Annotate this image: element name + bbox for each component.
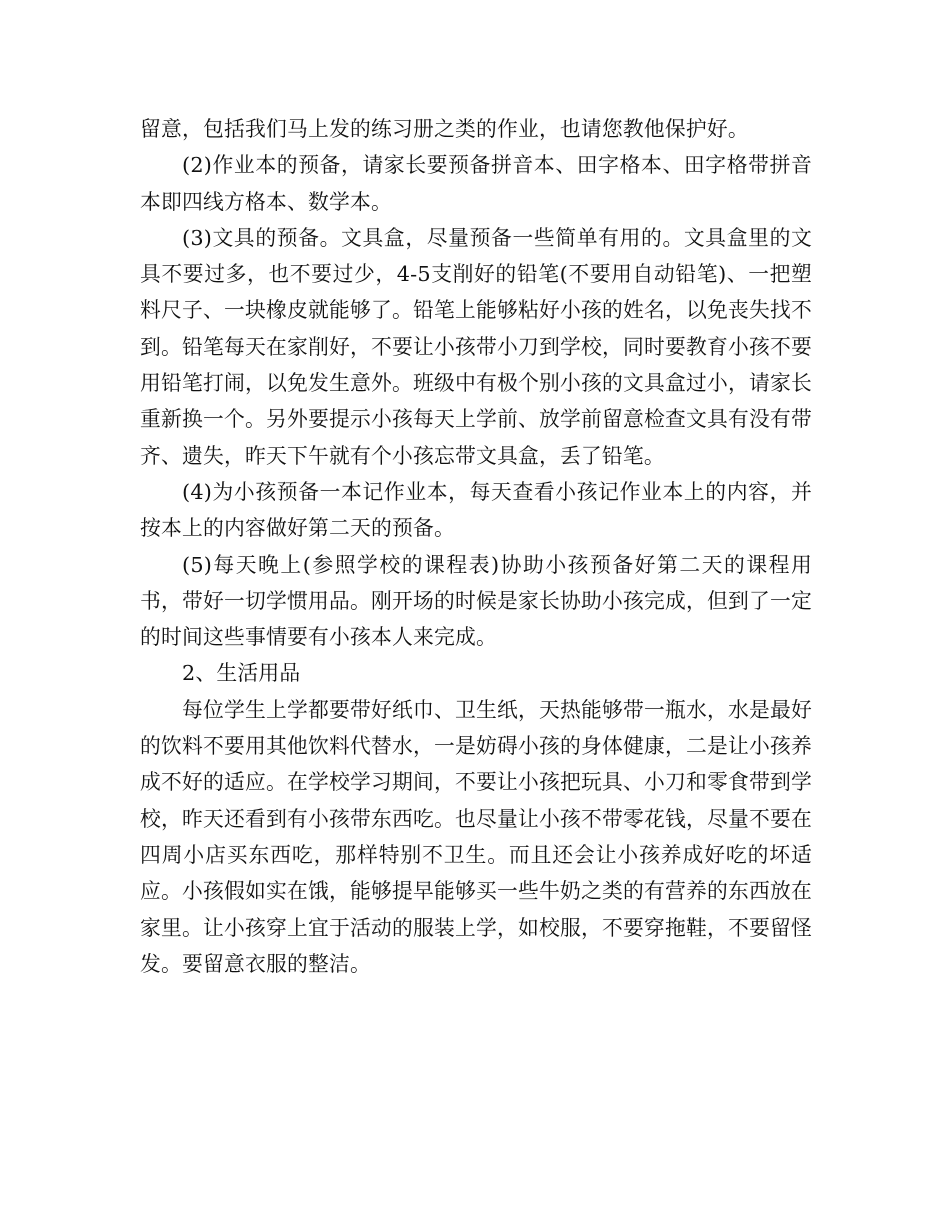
paragraph-7: 每位学生上学都要带好纸巾、卫生纸，天热能够带一瓶水，水是最好的饮料不要用其他饮料代替水，一是妨碍小孩的身体健康，二是让小孩养成不好的适应。在学校学习期间，不要让小孩把玩具、小刀和零食带到学校，昨天还看到有小孩带东西吃。也尽量让小孩不带零花钱，尽量不要在四周小店买东西吃，那样特别不卫生。而且还会让小孩养成好吃的坏适应。小孩假如实在饿，能够提早能够买一些牛奶之类的有营养的东西放在家里。让小孩穿上宜于活动的服装上学，如校服，不要穿拖鞋，不要留怪发。要留意衣服的整洁。 — [140, 697, 812, 976]
paragraph-3: (3)文具的预备。文具盒，尽量预备一些简单有用的。文具盒里的文具不要过多，也不要过少，4-5支削好的铅笔(不要用自动铅笔)、一把塑料尺子、一块橡皮就能够了。铅笔上能够粘好小孩的姓名，以免丧失找不到。铅笔每天在家削好，不要让小孩带小刀到学校，同时要教育小孩不要用铅笔打闹，以免发生意外。班级中有极个别小孩的文具盒过小，请家长重新换一个。另外要提示小孩每天上学前、放学前留意检查文具有没有带齐、遗失，昨天下午就有个小孩忘带文具盒，丢了铅笔。 — [140, 225, 812, 468]
section-heading-daily-items: 2、生活用品 — [182, 661, 301, 686]
paragraph-1: 留意，包括我们马上发的练习册之类的作业，也请您教他保护好。 — [140, 117, 749, 141]
paragraph-4: (4)为小孩预备一本记作业本，每天查看小孩记作业本上的内容，并按本上的内容做好第二天的预备。 — [140, 479, 812, 541]
paragraph-5: (5)每天晚上(参照学校的课程表)协助小孩预备好第二天的课程用书，带好一切学惯用品。刚开场的时候是家长协助小孩完成，但到了一定的时间这些事情要有小孩本人来完成。 — [140, 552, 812, 650]
paragraph-2: (2)作业本的预备，请家长要预备拼音本、田字格本、田字格带拼音本即四线方格本、数学本。 — [140, 153, 812, 214]
document-body — [140, 111, 812, 982]
